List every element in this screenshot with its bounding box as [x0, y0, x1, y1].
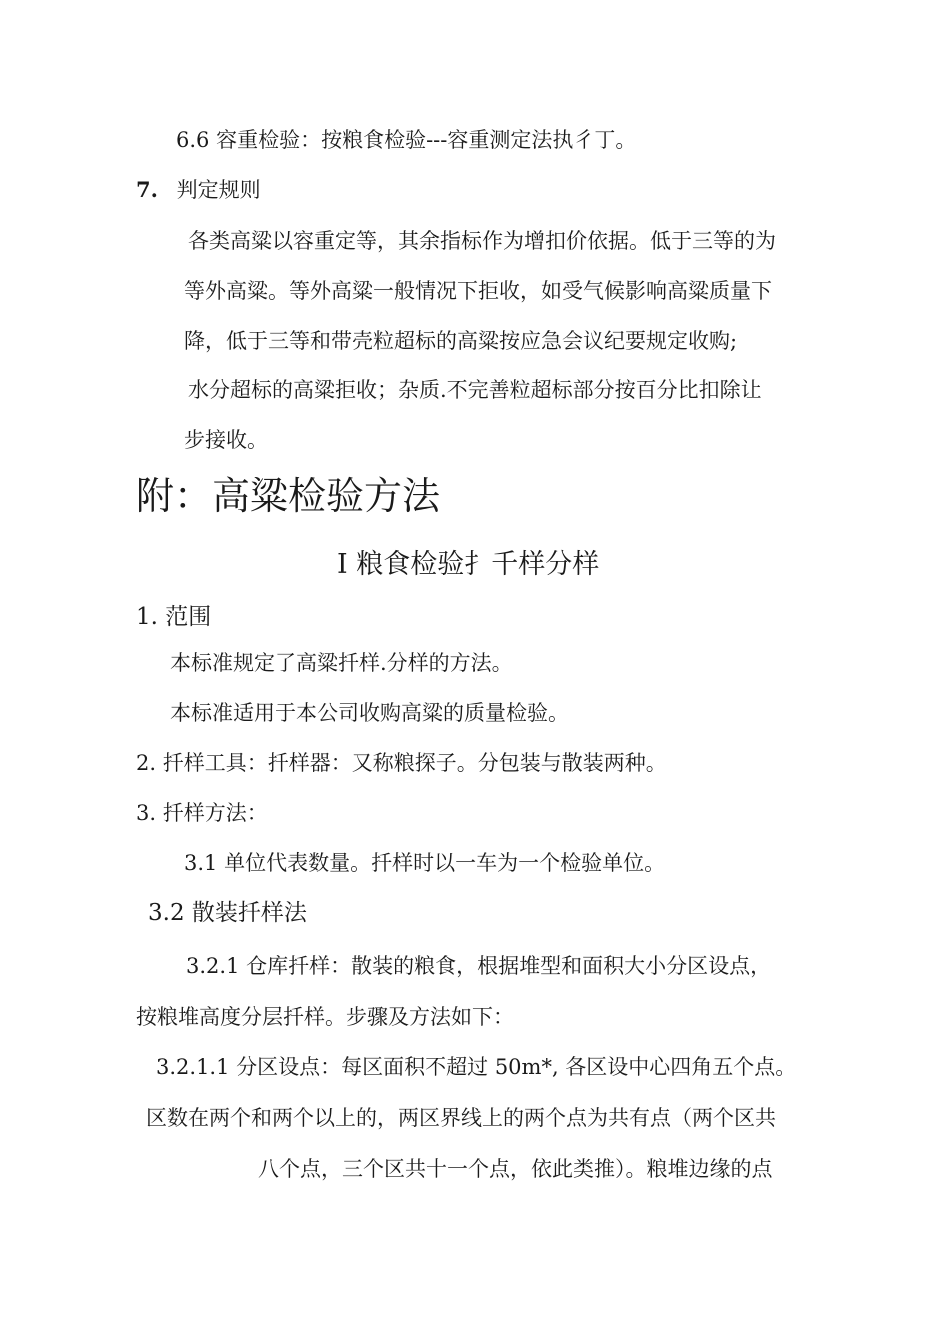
paragraph-line: 各类高粱以容重定等，其余指标作为增扣价依据。低于三等的为: [188, 229, 776, 253]
scope-line: 本标准规定了高粱扦样.分样的方法。: [170, 651, 513, 675]
item-3-2-1-1-line: 3.2.1.1 分区设点：每区面积不超过 50m*, 各区设中心四角五个点。: [156, 1055, 797, 1079]
paragraph-line: 等外高粱。等外高粱一般情况下拒收，如受气候影响高粱质量下: [184, 279, 772, 303]
paragraph-line: 步接收。: [184, 428, 268, 452]
item-3-1: 3.1 单位代表数量。扦样时以一车为一个检验单位。: [184, 851, 666, 875]
paragraph-line: 水分超标的高粱拒收；杂质.不完善粒超标部分按百分比扣除让: [188, 378, 762, 402]
section-7-number: 7.: [136, 177, 158, 202]
item-3-2-1-line: 按粮堆高度分层扦样。步骤及方法如下：: [136, 1005, 514, 1029]
item-3-2: 3.2 散装扦样法: [148, 900, 307, 926]
section-7-title: 判定规则: [176, 178, 261, 202]
appendix-subtitle: I 粮食检验扌千样分样: [337, 549, 600, 580]
scope-line: 本标准适用于本公司收购高粱的质量检验。: [170, 701, 569, 725]
paragraph-line: 降，低于三等和带壳粒超标的高粱按应急会议纪要规定收购;: [184, 329, 738, 353]
item-3-2-1-1-line: 八个点，三个区共十一个点，依此类推）。粮堆边缘的点: [258, 1157, 773, 1181]
scope-heading: 1. 范围: [136, 604, 212, 630]
item-3-2-1-line: 3.2.1 仓库扦样：散装的粮食，根据堆型和面积大小分区设点，: [186, 954, 772, 978]
appendix-title: 附：高粱检验方法: [136, 474, 441, 518]
method-heading: 3. 扦样方法：: [136, 801, 268, 825]
item-6-6: 6.6 容重检验：按粮食检验---容重测定法执彳丁。: [176, 128, 637, 152]
item-3-2-1-1-line: 区数在两个和两个以上的，两区界线上的两个点为共有点（两个区共: [146, 1106, 776, 1130]
section-7-heading: [136, 176, 261, 204]
tools-line: 2. 扦样工具：扦样器：又称粮探子。分包装与散装两种。: [136, 751, 667, 775]
